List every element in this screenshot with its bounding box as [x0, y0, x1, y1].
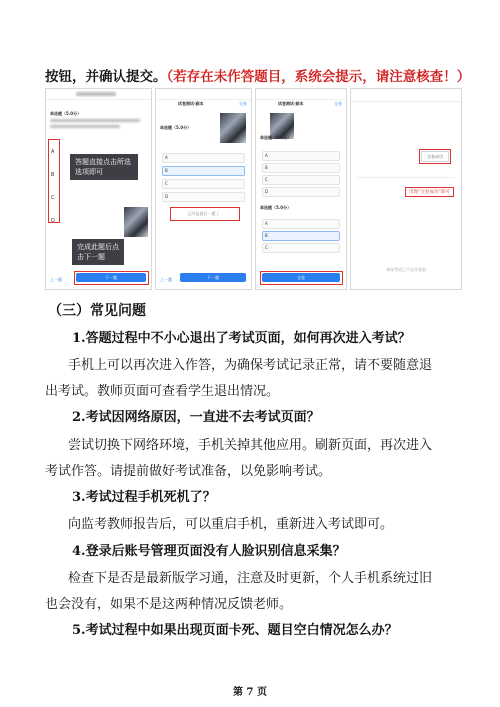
faq-answer-2-line2: 考试作答。请提前做好考试准备，以免影响考试。 [45, 464, 332, 479]
next-button[interactable]: 下一题 [180, 273, 246, 282]
option-b[interactable]: B [51, 172, 55, 178]
submit-highlight [260, 271, 343, 285]
options-highlight [48, 139, 60, 223]
prev-link[interactable]: 上一题 [50, 277, 62, 282]
faq-question-3: 3.考试过程手机死机了？ [72, 490, 216, 505]
screenshot-strip [45, 88, 460, 293]
faq-answer-3-line1: 向监考教师报告后，可以重启手机，重新进入考试即可。 [68, 517, 394, 532]
success-callout: 出现“交卷成功”即可 [405, 187, 454, 197]
submitted-highlight [419, 149, 451, 164]
option-row-a-2[interactable]: A [262, 219, 340, 229]
intro-line [45, 65, 470, 85]
screenshot-submitted [350, 88, 462, 290]
next-highlight [74, 271, 149, 285]
option-row-c-2[interactable]: C [262, 243, 340, 253]
submitted-badge: 交卷成功 [421, 151, 449, 162]
callout-next: 完成此题后点击下一题 [72, 239, 124, 265]
question-type: 单选题（5.0分） [160, 125, 192, 130]
option-row-d[interactable]: D [262, 187, 340, 197]
option-row-b-2[interactable]: B [262, 231, 340, 241]
page-number: 第 7 页 [233, 687, 267, 698]
question-type-2: 单选题（5.0分） [260, 205, 292, 210]
option-row-b[interactable]: B [262, 163, 340, 173]
option-row-c[interactable]: C [262, 175, 340, 185]
exam-title: 试卷测试·副本 [178, 101, 204, 106]
next-button[interactable]: 下一题 [76, 273, 146, 282]
faq-answer-4-line1: 检查下是否是最新版学习通，注意及时更新，个人手机系统过旧 [68, 571, 433, 586]
submit-link[interactable]: 交卷 [334, 101, 342, 106]
prev-link[interactable]: 上一题 [160, 277, 172, 282]
option-row-c[interactable]: C [162, 179, 245, 189]
exam-title: 试卷测试·副本 [278, 101, 304, 106]
option-row-a[interactable]: A [262, 151, 340, 161]
faq-question-5: 5.考试过程中如果出现页面卡死、题目空白情况怎么办？ [72, 623, 398, 638]
option-row-b[interactable]: B [162, 166, 245, 176]
faq-question-4: 4.登录后账号管理页面没有人脸识别信息采集？ [72, 544, 346, 559]
option-c[interactable]: C [51, 195, 55, 201]
submit-button[interactable]: 交卷 [262, 273, 340, 282]
faq-question-2: 2.考试因网络原因，一直进不去考试页面？ [72, 410, 320, 425]
option-row-d[interactable]: D [162, 192, 245, 202]
submit-link[interactable]: 交卷 [239, 101, 247, 106]
screenshot-answering [45, 88, 152, 290]
faq-answer-2-line1: 尝试切换下网络环境，手机关掉其他应用。刷新页面，再次进入 [68, 438, 433, 453]
option-row-a[interactable]: A [162, 153, 245, 163]
no-review-note: 本场考试已不允许查看 [386, 267, 426, 272]
faq-answer-1-line2: 出考试。教师页面可查看学生退出情况。 [45, 384, 280, 399]
option-d[interactable]: D [51, 218, 55, 224]
question-type: 单选题（5.0分） [50, 111, 82, 116]
faq-question-1: 1.答题过程中不小心退出了考试页面，如何再次进入考试？ [72, 331, 411, 346]
option-a[interactable]: A [51, 149, 55, 155]
intro-text: 按钮，并确认提交。 [45, 69, 167, 85]
proctor-photo [124, 207, 148, 237]
faq-answer-1-line1: 手机上可以再次进入作答，为确保考试记录正常，请不要随意退 [68, 358, 433, 373]
proctor-photo [220, 113, 246, 143]
faq-answer-4-line2: 也会没有，如果不是这两种情况反馈老师。 [45, 597, 293, 612]
screenshot-last-question [155, 88, 252, 290]
intro-warning: （若存在未作答题目，系统会提示，请注意核查！） [166, 69, 471, 85]
last-question-highlight [170, 207, 240, 221]
faq-heading: （三）常见问题 [48, 303, 146, 319]
last-question-note: 已经是最后一题了 [187, 211, 220, 216]
callout-options: 答题直接点击所选选项即可 [70, 154, 138, 180]
question-type: 单选题（5.0分） [260, 135, 292, 140]
screenshot-submit [255, 88, 347, 290]
